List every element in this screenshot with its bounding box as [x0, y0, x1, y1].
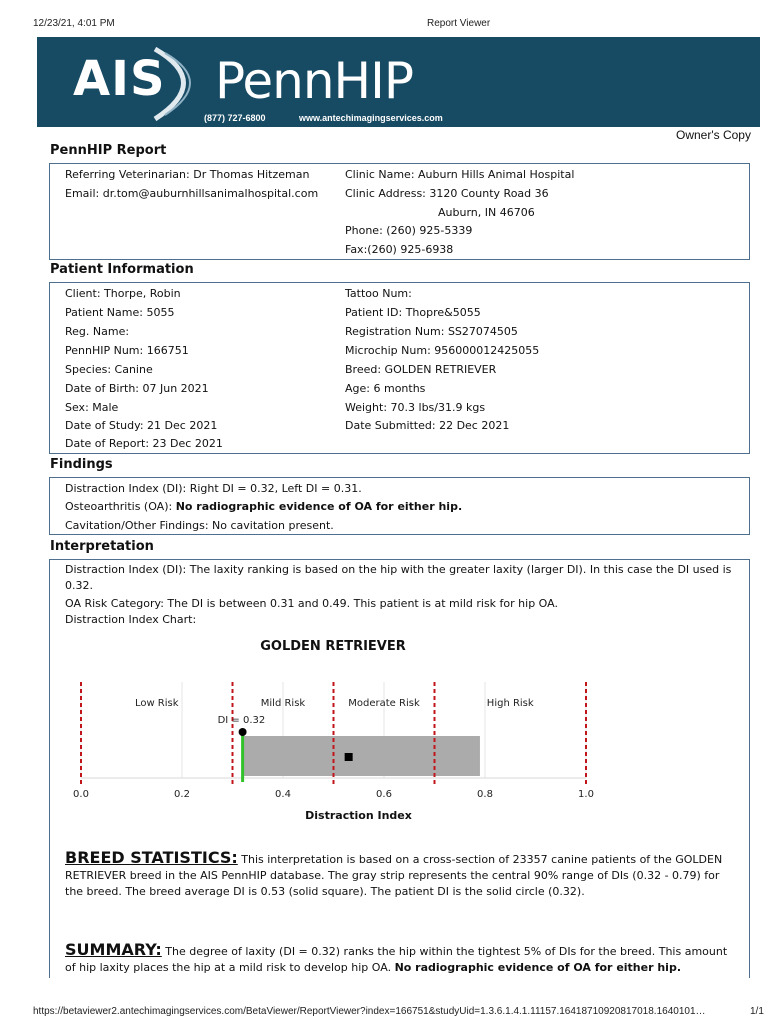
print-datetime: 12/23/21, 4:01 PM [33, 18, 115, 29]
risk-region-label: Low Risk [134, 698, 179, 709]
summary-bold-text: No radiographic evidence of OA for either hip. [394, 961, 682, 974]
registration-num: Registration Num: SS27074505 [345, 325, 518, 338]
reg-name: Reg. Name: [65, 325, 130, 338]
x-tick-label: 0.4 [275, 789, 291, 800]
breed-statistics-heading: BREED STATISTICS: [65, 848, 238, 867]
interpretation-chart-label: Distraction Index Chart: [65, 613, 197, 626]
summary [65, 942, 737, 976]
age: Age: 6 months [345, 382, 426, 395]
interpretation-di: Distraction Index (DI): The laxity ranking is based on the hip with the greater laxity (larger DI). In this case the DI used is 0.32. [65, 563, 732, 592]
breed: Breed: GOLDEN RETRIEVER [345, 363, 497, 376]
distraction-index-chart [50, 628, 749, 828]
date-of-report: Date of Report: 23 Dec 2021 [65, 437, 223, 450]
summary-heading: SUMMARY: [65, 940, 162, 959]
chart-title: GOLDEN RETRIEVER [260, 639, 406, 654]
date-of-birth: Date of Birth: 07 Jun 2021 [65, 382, 209, 395]
findings-oa-value: No radiographic evidence of OA for either hip. [175, 500, 463, 513]
breed-statistics [65, 850, 737, 900]
summary-text: The degree of laxity (DI = 0.32) ranks the hip within the tightest 5% of DIs for the breed. This amount of hip laxity places the hip at a mild risk to develop hip OA. [65, 945, 728, 974]
logo-ais-text: AIS [73, 51, 166, 107]
findings-di: Distraction Index (DI): Right DI = 0.32, Left DI = 0.31. [65, 482, 362, 495]
chart-x-axis-label: Distraction Index [305, 809, 412, 822]
breed-statistics-text: This interpretation is based on a cross-section of 23357 canine patients of the GOLDEN RETRIEVER breed in the AIS PennHIP database. The gray strip represents the central 90% range of DIs (0.32 - 0.79) for the breed. The breed average DI is 0.53 (solid square). The patient DI is the solid circle (0.32). [65, 853, 723, 898]
species: Species: Canine [65, 363, 153, 376]
x-tick-label: 0.6 [376, 789, 392, 800]
referring-vet: Referring Veterinarian: Dr Thomas Hitzeman [65, 168, 310, 181]
patient-info-box [49, 282, 750, 454]
interpretation-oa-risk: OA Risk Category: The DI is between 0.31 and 0.49. This patient is at mild risk for hip OA. [65, 597, 558, 610]
findings-title: Findings [50, 457, 113, 472]
veterinarian-box [49, 163, 750, 260]
x-tick-label: 0.8 [477, 789, 493, 800]
sex: Sex: Male [65, 401, 119, 414]
print-url: https://betaviewer2.antechimagingservices.com/BetaViewer/ReportViewer?index=166751&studyUid=1.3.6.1.4.1.11157.16418710920817018.1640101… [33, 1006, 706, 1017]
pennhip-num: PennHIP Num: 166751 [65, 344, 189, 357]
patient-name: Patient Name: 5055 [65, 306, 175, 319]
clinic-address: Clinic Address: 3120 County Road 36 [345, 187, 549, 200]
patient-di-marker [239, 728, 247, 736]
clinic-fax: Fax:(260) 925-6938 [345, 243, 454, 256]
breed-range-strip [243, 736, 480, 776]
clinic-phone: Phone: (260) 925-5339 [345, 224, 473, 237]
findings-box [49, 477, 750, 535]
client: Client: Thorpe, Robin [65, 287, 181, 300]
risk-region-label: High Risk [486, 698, 534, 709]
date-of-study: Date of Study: 21 Dec 2021 [65, 419, 218, 432]
interpretation-title: Interpretation [50, 539, 154, 554]
patient-di-label: DI = 0.32 [217, 715, 266, 726]
findings-oa-label: Osteoarthritis (OA): [65, 500, 176, 513]
x-tick-label: 1.0 [578, 789, 594, 800]
microchip-num: Microchip Num: 956000012425055 [345, 344, 540, 357]
findings-cavitation: Cavitation/Other Findings: No cavitation present. [65, 519, 334, 532]
report-title: PennHIP Report [50, 143, 167, 158]
date-submitted: Date Submitted: 22 Dec 2021 [345, 419, 510, 432]
vet-email: Email: dr.tom@auburnhillsanimalhospital.com [65, 187, 319, 200]
risk-region-label: Moderate Risk [348, 698, 420, 709]
patient-id: Patient ID: Thopre&5055 [345, 306, 481, 319]
weight: Weight: 70.3 lbs/31.9 kgs [345, 401, 486, 414]
x-tick-label: 0.0 [73, 789, 89, 800]
logo-pennhip-text: PennHIP [215, 52, 414, 110]
owner-copy-label: Owner's Copy [676, 128, 751, 142]
interpretation-box [49, 559, 750, 978]
clinic-name: Clinic Name: Auburn Hills Animal Hospital [345, 168, 575, 181]
print-page-number: 1/1 [750, 1006, 764, 1017]
breed-average-marker [345, 753, 353, 761]
banner-phone: (877) 727-6800 [204, 113, 266, 123]
risk-region-label: Mild Risk [260, 698, 306, 709]
header-banner [37, 37, 760, 127]
tattoo-num: Tattoo Num: [345, 287, 412, 300]
banner-website: www.antechimagingservices.com [299, 113, 443, 123]
x-tick-label: 0.2 [174, 789, 190, 800]
print-page-title: Report Viewer [427, 18, 491, 29]
patient-info-title: Patient Information [50, 262, 194, 277]
clinic-city: Auburn, IN 46706 [438, 206, 535, 219]
findings-oa [65, 497, 462, 516]
